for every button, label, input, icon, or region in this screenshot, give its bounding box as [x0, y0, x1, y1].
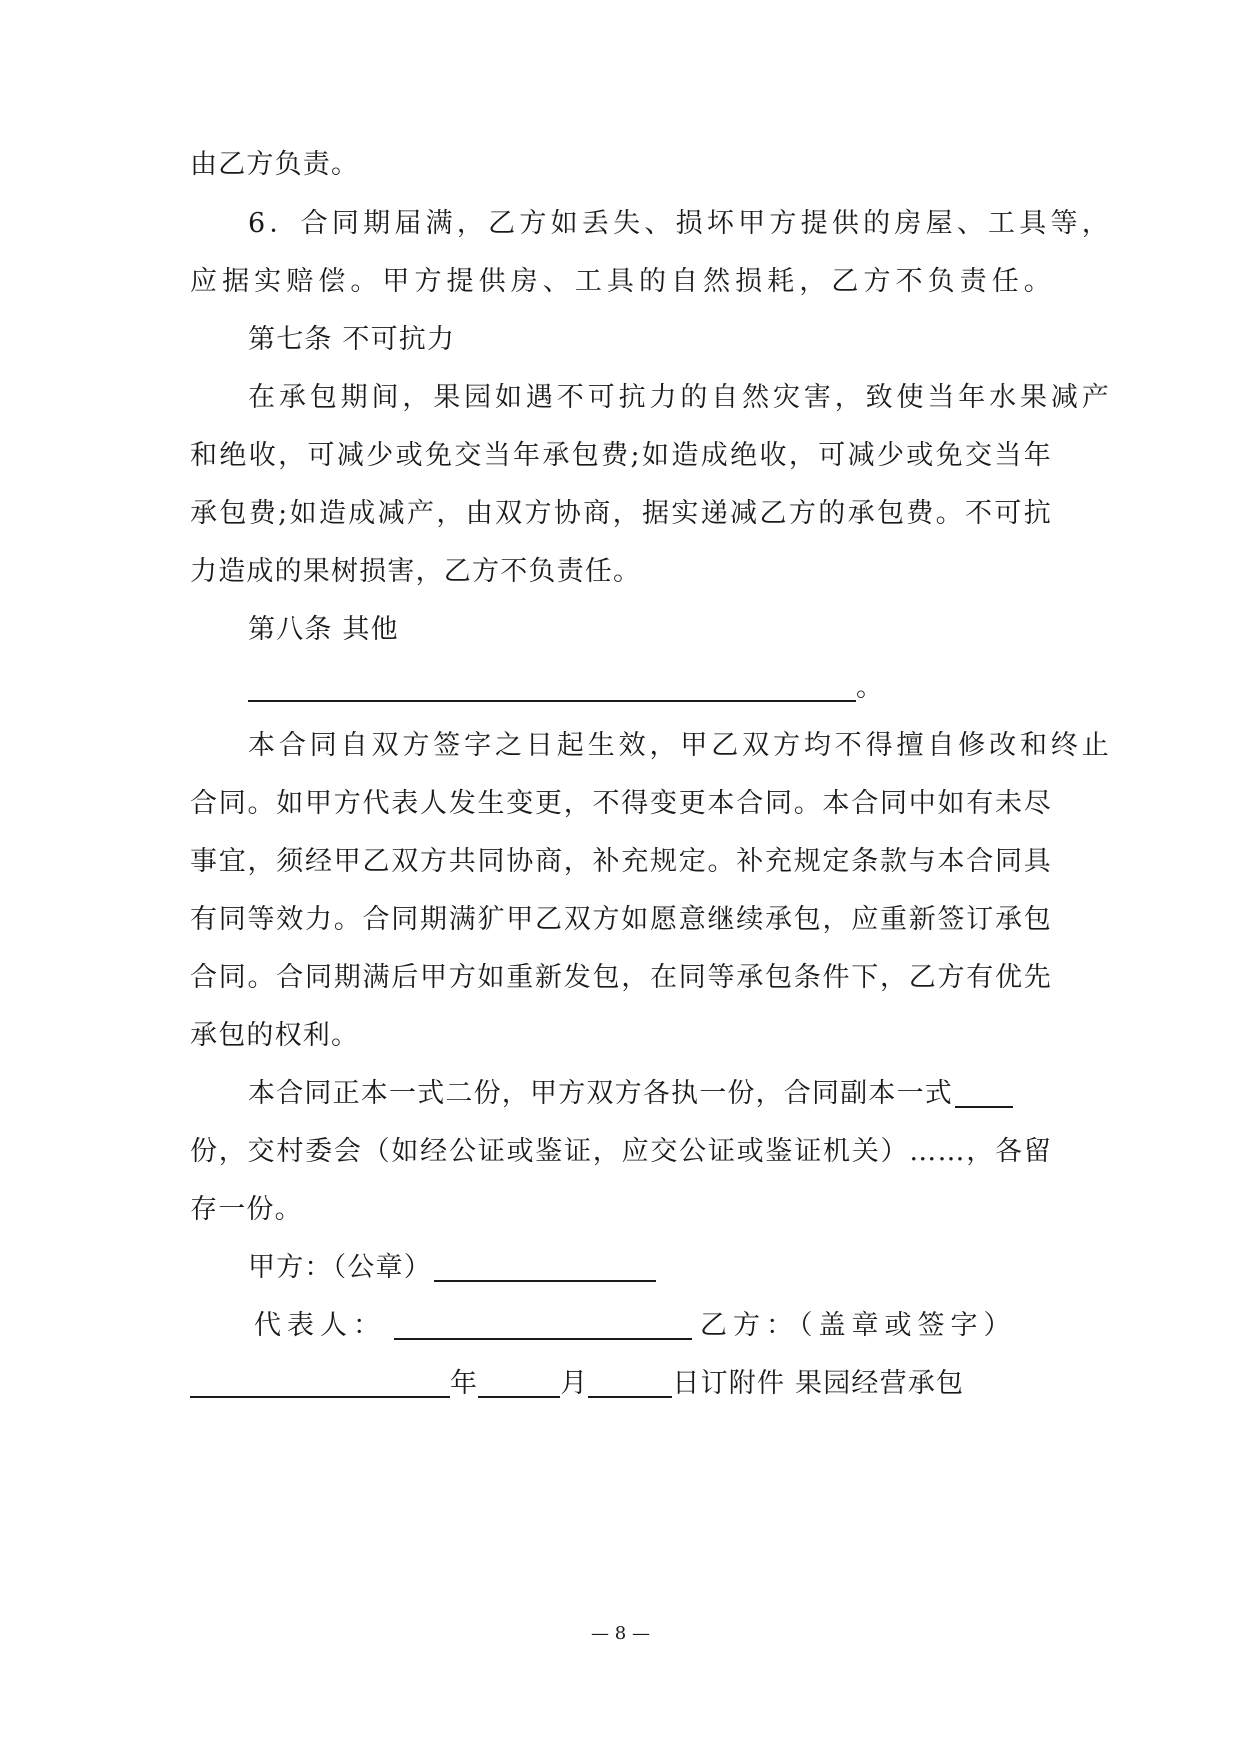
day-label: 日订附件 果园经营承包	[672, 1368, 965, 1399]
month-label: 月	[560, 1368, 589, 1399]
date-line	[190, 1364, 1052, 1404]
text-line: 存一份。	[190, 1194, 303, 1225]
blank-representative	[394, 1310, 692, 1340]
blank-line	[248, 672, 856, 702]
text-line: 在承包期间，果园如遇不可抗力的自然灾害，致使当年水果减产	[248, 382, 1110, 413]
text-line: 承包费;如造成减产，由双方协商，据实递减乙方的承包费。不可抗	[190, 498, 1052, 529]
text-line: 承包的权利。	[190, 1020, 360, 1051]
text-line: 合同。如甲方代表人发生变更，不得变更本合同。本合同中如有未尽	[190, 788, 1052, 819]
text-line: 事宜，须经甲乙双方共同协商，补充规定。补充规定条款与本合同具	[190, 846, 1052, 877]
article-7-heading: 第七条 不可抗力	[248, 324, 456, 355]
other-terms-line	[190, 668, 1110, 708]
text-line: 有同等效力。合同期满犷甲乙双方如愿意继续承包，应重新签订承包	[190, 904, 1052, 935]
party-b-label: 乙方：（盖章或签字）	[700, 1310, 1017, 1341]
blank-day	[588, 1368, 672, 1398]
party-a-label: 甲方：（公章）	[248, 1252, 432, 1283]
text-span: 本合同正本一式二份，甲方双方各执一份，合同副本一式	[248, 1078, 953, 1109]
clause-6: 6．合同期届满，乙方如丢失、损坏甲方提供的房屋、工具等，	[248, 208, 1110, 239]
blank-month	[478, 1368, 560, 1398]
text-line: 力造成的果树损害，乙方不负责任。	[190, 556, 642, 587]
text-line: 份，交村委会（如经公证或鉴证，应交公证或鉴证机关）……，各留	[190, 1136, 1052, 1167]
representative-label: 代表人：	[254, 1310, 386, 1341]
text-line: 应据实赔偿。甲方提供房、工具的自然损耗，乙方不负责任。	[190, 266, 1052, 297]
blank-copies	[955, 1078, 1013, 1108]
copies-line	[190, 1074, 1110, 1114]
period: 。	[856, 672, 885, 703]
blank-year	[190, 1368, 450, 1398]
text-line: 合同。合同期满后甲方如重新发包，在同等承包条件下，乙方有优先	[190, 962, 1052, 993]
representative-line	[190, 1306, 1116, 1346]
text-line: 本合同自双方签字之日起生效，甲乙双方均不得擅自修改和终止	[248, 730, 1110, 761]
blank-party-a	[434, 1252, 656, 1282]
page-number: — 8 —	[591, 1623, 650, 1644]
document-page	[190, 0, 1110, 1754]
text-line: 和绝收，可减少或免交当年承包费;如造成绝收，可减少或免交当年	[190, 440, 1052, 471]
article-8-heading: 第八条 其他	[248, 614, 399, 645]
party-a-line	[190, 1248, 1110, 1288]
year-label: 年	[450, 1368, 479, 1399]
text-line: 由乙方负责。	[190, 149, 360, 180]
